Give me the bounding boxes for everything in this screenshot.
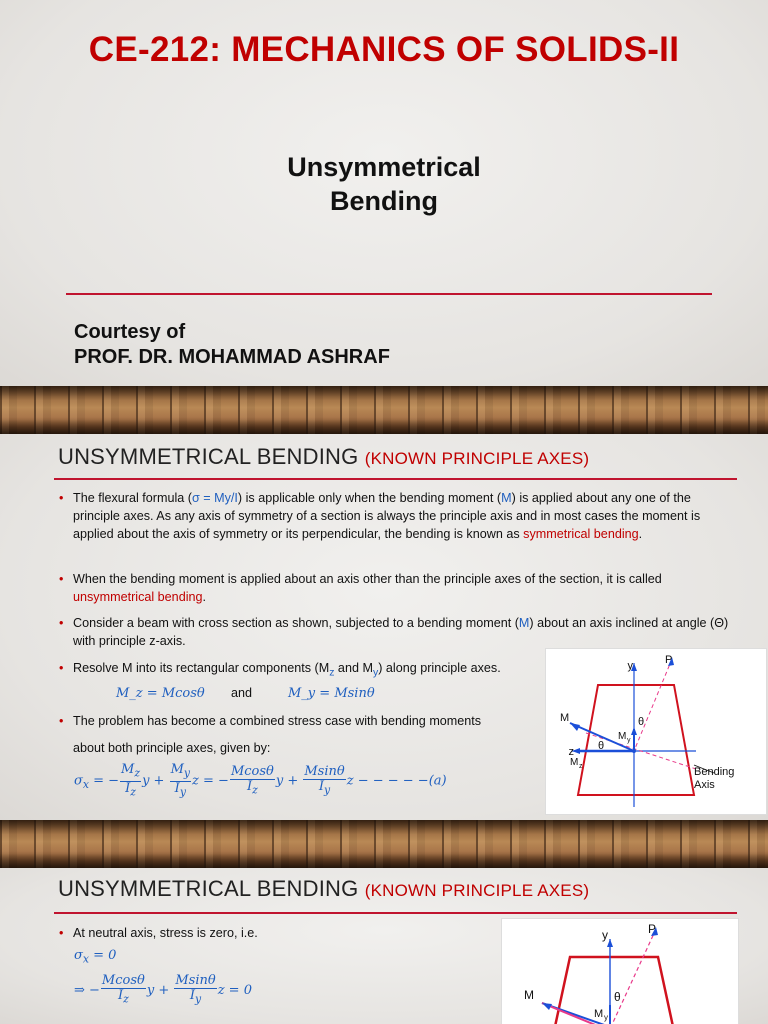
slide-subtitle (0, 150, 768, 218)
fig-label-y: y (627, 660, 633, 672)
heading-rule (54, 478, 737, 480)
fig-label-theta-1: θ (638, 716, 645, 728)
title-slide (0, 0, 768, 386)
svg-text:y: y (627, 737, 631, 744)
subtitle-line-2: Bending (330, 186, 438, 216)
subtitle-line-1: Unsymmetrical (287, 152, 481, 182)
bullet-flexural-formula: • The flexural formula (σ = My/I) is applicable only when the bending moment (M) is applied about any one of the principle axes. As any axis of symmetry of a section is always the principle axis and in most cases the moment is applied about the axis of symmetry or its perpendicular, the bending is known as symmetrical bending. (73, 489, 741, 543)
heading-note-2: (KNOWN PRINCIPLE AXES) (364, 881, 590, 900)
cross-section-figure (545, 648, 767, 815)
equation-sigma-zero: $\sigma_x = 0$ (74, 948, 117, 966)
divider (66, 293, 712, 295)
bullet-continuation: about both principle axes, given by: (73, 741, 271, 755)
fig-label-mz: M (570, 757, 579, 768)
equation-neutral-axis: ⇒ − $\frac{Mcos\theta}{I_z}$ y + $\frac{Msin\theta}{I_y}$ z = 0 (74, 973, 252, 1006)
content-slide (0, 434, 768, 820)
author-name: PROF. DR. MOHAMMAD ASHRAF (74, 346, 390, 368)
fig2-label-p: P (648, 922, 657, 936)
fig2-label-my: M (594, 1008, 604, 1020)
bullet-unsymmetrical-definition: • When the bending moment is applied about an axis other than the principle axes of the section, it is called unsymmetrical bending. (73, 570, 741, 606)
course-title: CE-212: MECHANICS OF SOLIDS-II (88, 30, 680, 69)
heading-text-2: UNSYMMETRICAL BENDING (58, 876, 359, 901)
fig-label-m: M (560, 712, 570, 724)
wood-separator-2 (0, 820, 768, 868)
fig2-label-m: M (524, 988, 534, 1002)
fig-label-my: M (618, 731, 627, 742)
fig-label-axis: Axis (694, 779, 715, 791)
bullet-combined-stress: • The problem has become a combined stress case with bending moments (73, 712, 553, 730)
equation-sigma-x: $\sigma_x$ = − $\frac{M_z}{I_z}$ y + $\frac{M_y}{I_y}$ z = − $\frac{Mcos\theta}{I_z}$ y + $\frac{Msin\theta}{I_y}$ z − − − − −(a) (74, 762, 447, 799)
fig-label-theta-2: θ (598, 740, 605, 752)
bullet-neutral-axis: • At neutral axis, stress is zero, i.e. (73, 924, 473, 942)
svg-text:z: z (579, 763, 583, 770)
content-slide-2 (0, 868, 768, 1024)
bullet-resolve: • Resolve M into its rectangular components ($M_z$ and $M_y$) along principle axes. (73, 659, 553, 682)
term-unsymmetrical-bending: unsymmetrical bending (73, 590, 203, 604)
wood-separator (0, 386, 768, 434)
fig2-label-theta: θ (614, 990, 621, 1004)
equation-mz: M_z = Mcosθ (116, 686, 205, 701)
fig-label-p: P (665, 654, 673, 666)
bullet-consider-beam: • Consider a beam with cross section as shown, subjected to a bending moment (M) about an axis inclined at angle (Θ) with principle z-axis. (73, 614, 741, 650)
flexural-formula: σ = My/I (191, 491, 238, 505)
heading-text: UNSYMMETRICAL BENDING (58, 444, 359, 469)
fig-label-bending: Bending (694, 766, 735, 778)
slide-heading-2 (58, 876, 589, 902)
courtesy-block (74, 320, 390, 370)
equation-my: M_y = Msinθ (288, 686, 375, 701)
courtesy-label: Courtesy of (74, 321, 186, 343)
slide-heading (58, 444, 589, 470)
cross-section-diagram-2 (502, 919, 738, 1024)
cross-section-figure-2 (501, 918, 739, 1024)
term-symmetrical-bending: symmetrical bending (523, 527, 639, 541)
fig2-label-y: y (602, 928, 608, 942)
cross-section-diagram (546, 649, 766, 814)
fig-label-z: z (568, 746, 574, 758)
heading-note: (KNOWN PRINCIPLE AXES) (364, 449, 590, 468)
svg-text:y: y (604, 1013, 608, 1022)
equation-and: and (231, 686, 253, 700)
heading-rule-2 (54, 912, 737, 914)
